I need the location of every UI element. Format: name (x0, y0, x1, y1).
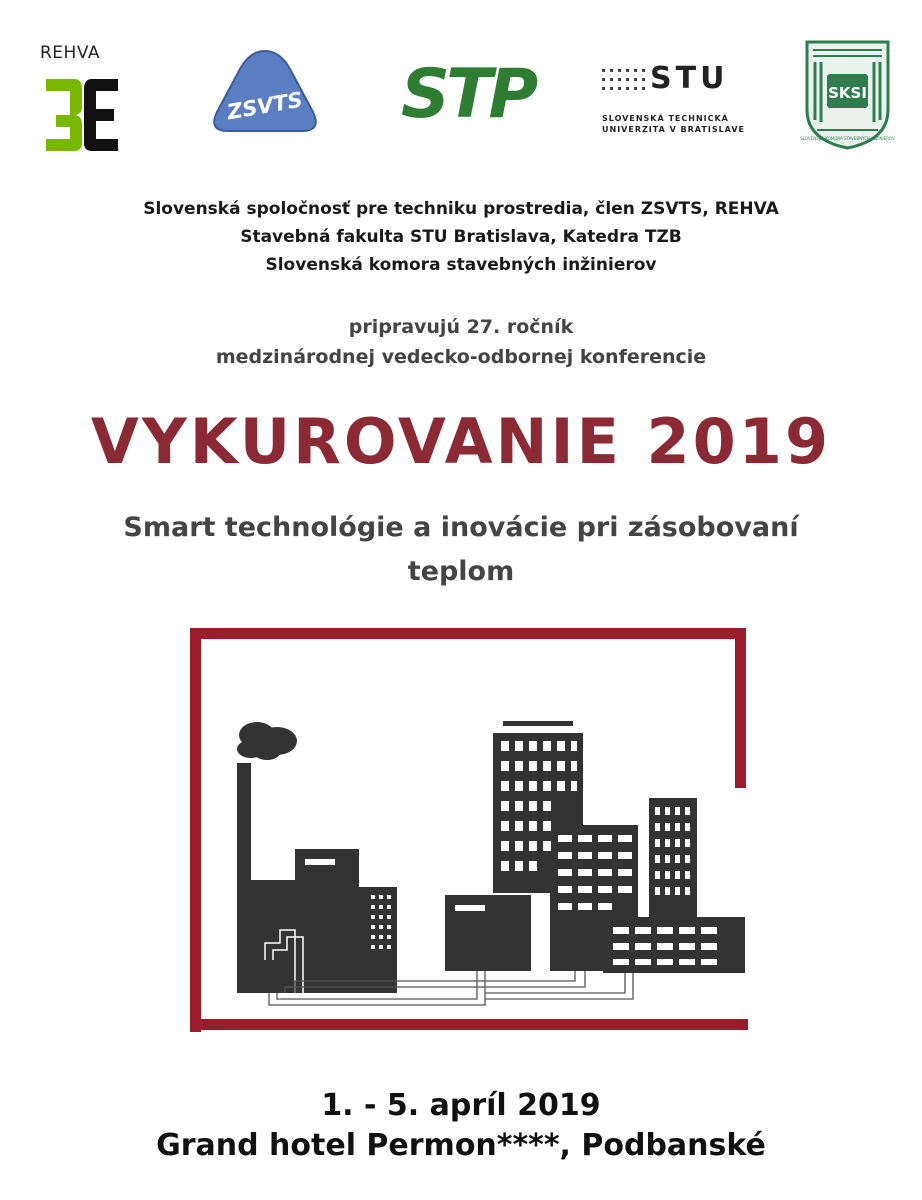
stu-logo-subtitle: SLOVENSKÁ TECHNICKÁ UNIVERZITA V BRATISLAVE (602, 114, 745, 134)
conference-title: VYKUROVANIE 2019 (90, 405, 832, 478)
organizer-line: Stavebná fakulta STU Bratislava, Katedra TZB (240, 227, 682, 247)
organizer-line: Slovenská spoločnosť pre techniku prostredia, člen ZSVTS, REHVA (143, 199, 779, 219)
event-venue: Grand hotel Permon****, Podbanské (156, 1128, 766, 1163)
factory-city-icon (185, 625, 755, 1035)
event-date: 1. - 5. apríl 2019 (321, 1088, 601, 1123)
sksi-shield-icon (800, 40, 895, 150)
stu-dots-icon (602, 69, 648, 99)
factory (237, 763, 397, 993)
logo-bar (0, 35, 922, 155)
rehva-logo-text: REHVA (40, 43, 101, 63)
svg-text:ZSVTS: ZSVTS (225, 87, 305, 125)
city (445, 721, 745, 973)
svg-text:STP: STP (401, 55, 535, 134)
stu-logo (598, 63, 758, 143)
intro-text: pripravujú 27. ročník medzinárodnej vedecko-odbornej konferencie (215, 316, 707, 368)
zsvts-badge-icon (210, 47, 320, 137)
zsvts-logo (210, 47, 320, 137)
stp-mark-icon (395, 55, 550, 135)
city-illustration (185, 625, 755, 1035)
stu-logo-text: STU (650, 61, 729, 96)
organizer-line: Slovenská komora stavebných inžinierov (265, 255, 657, 275)
sksi-logo (800, 40, 895, 150)
conference-subtitle: Smart technológie a inovácie pri zásobovaní teplom (123, 512, 799, 587)
rehva-logo (40, 43, 130, 153)
rehva-mark-icon (40, 43, 130, 153)
svg-text:SLOVENSKÁ KOMORA STAVEBNÝCH IN: SLOVENSKÁ KOMORA STAVEBNÝCH INŽINIEROV (800, 136, 895, 141)
organizers-list (0, 195, 922, 279)
stp-logo (395, 55, 550, 135)
svg-text:SKSI: SKSI (828, 84, 867, 102)
